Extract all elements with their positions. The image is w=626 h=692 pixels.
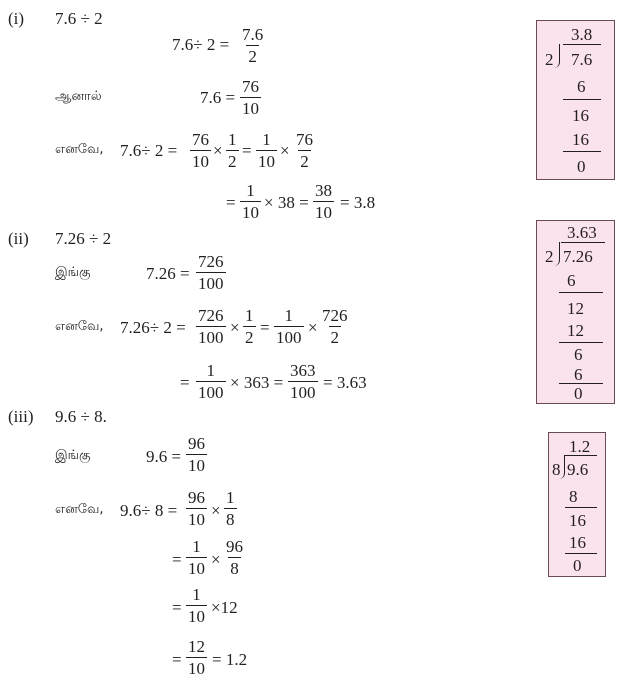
part3-line1-word: இங்கு bbox=[55, 448, 91, 463]
part2-step: 12 bbox=[567, 321, 584, 340]
part1-problem: 7.6 ÷ 2 bbox=[55, 9, 103, 28]
part1-line4-tail: = 3.8 bbox=[340, 193, 376, 212]
part1-line3-frac1: $\frac{76}{10}$ bbox=[192, 130, 209, 171]
part3-quotient: 1.2 bbox=[569, 437, 591, 456]
part1-line3-frac4: $\frac{76}{2}$ bbox=[296, 130, 313, 171]
part2-line2-frac2: $\frac{1}{2}$ bbox=[245, 306, 254, 347]
part1-quotient: 3.8 bbox=[571, 25, 593, 44]
part3-problem: 9.6 ÷ 8. bbox=[55, 407, 107, 426]
part1-line4-eq: = bbox=[226, 193, 236, 212]
part1-line3-word: எனவே, bbox=[55, 142, 104, 157]
division-bracket bbox=[551, 242, 560, 266]
part2-problem: 7.26 ÷ 2 bbox=[55, 229, 112, 248]
part1-line2-word: ஆனால் bbox=[55, 89, 102, 104]
part2-line2-op1: × bbox=[230, 318, 240, 337]
part3-line2-frac1: $\frac{96}{10}$ bbox=[188, 488, 205, 529]
part2-line3-frac2: $\frac{363}{100}$ bbox=[290, 361, 316, 402]
part3-line4-frac1: $\frac{1}{10}$ bbox=[188, 585, 205, 626]
part3-line3-eq: = bbox=[172, 550, 182, 569]
division-bracket bbox=[556, 455, 565, 479]
part2-divisor: 2 bbox=[545, 247, 554, 266]
part1-dividend: 7.6 bbox=[571, 50, 593, 69]
part1-line3-op2: × bbox=[280, 141, 290, 160]
part2-line2-frac1: $\frac{726}{100}$ bbox=[198, 306, 224, 347]
part1-line1-frac: $\frac{7.6}{2}$ bbox=[242, 25, 264, 66]
part1-line3-eq: = bbox=[242, 141, 252, 160]
part1-line2-frac: $\frac{76}{10}$ bbox=[242, 77, 259, 118]
part1-line2-lhs: 7.6 = bbox=[200, 88, 236, 107]
part1-label: (i) bbox=[8, 9, 25, 28]
part3-line5-tail: = 1.2 bbox=[212, 650, 248, 669]
part1-line3-frac3: $\frac{1}{10}$ bbox=[258, 130, 275, 171]
part3-label: (iii) bbox=[8, 407, 34, 426]
part1-line4-mid: × 38 = bbox=[264, 193, 309, 212]
part1-line3-op1: × bbox=[213, 141, 223, 160]
part3-divisor: 8 bbox=[552, 460, 561, 479]
part1-step: 0 bbox=[577, 157, 586, 176]
part2-label: (ii) bbox=[8, 229, 29, 248]
part1-divisor: 2 bbox=[545, 50, 554, 69]
part2-line2-frac3: $\frac{1}{100}$ bbox=[276, 306, 302, 347]
part1-line1-lhs: 7.6÷ 2 = bbox=[172, 35, 230, 54]
part2-line2-word: எனவே, bbox=[55, 319, 104, 334]
part3-line2-lhs: 9.6÷ 8 = bbox=[120, 501, 178, 520]
part2-line1-frac: $\frac{726}{100}$ bbox=[198, 252, 224, 293]
part2-step: 6 bbox=[567, 271, 576, 290]
part1-step: 16 bbox=[572, 130, 589, 149]
part3-step: 0 bbox=[573, 556, 582, 575]
part3-line3-op: × bbox=[211, 550, 221, 569]
part2-step: 6 bbox=[574, 365, 583, 384]
part3-line5-eq: = bbox=[172, 650, 182, 669]
part2-quotient: 3.63 bbox=[567, 223, 597, 242]
part3-step: 16 bbox=[569, 533, 586, 552]
part2-line2-op2: × bbox=[308, 318, 318, 337]
part1-line3-lhs: 7.6÷ 2 = bbox=[120, 141, 178, 160]
part3-line3-frac2: $\frac{96}{8}$ bbox=[226, 537, 243, 578]
part2-line3-frac1: $\frac{1}{100}$ bbox=[198, 361, 224, 402]
part2-line3-mid: × 363 = bbox=[230, 373, 284, 392]
division-bracket bbox=[551, 44, 560, 68]
part3-line4-eq: = bbox=[172, 598, 182, 617]
part3-line2-frac2: $\frac{1}{8}$ bbox=[226, 488, 235, 529]
part1-line4-frac2: $\frac{38}{10}$ bbox=[315, 181, 332, 222]
part3-line2-op1: × bbox=[211, 501, 221, 520]
part2-step: 6 bbox=[574, 345, 583, 364]
part3-line1-frac: $\frac{96}{10}$ bbox=[188, 434, 205, 475]
part1-step: 6 bbox=[577, 77, 586, 96]
part1-line3-frac2: $\frac{1}{2}$ bbox=[228, 130, 237, 171]
part3-line3-frac1: $\frac{1}{10}$ bbox=[188, 537, 205, 578]
part2-dividend: 7.26 bbox=[563, 247, 593, 266]
part2-division-box bbox=[536, 220, 615, 404]
part2-line3-tail: = 3.63 bbox=[323, 373, 367, 392]
part1-division-box bbox=[536, 20, 615, 180]
part1-step: 16 bbox=[572, 106, 589, 125]
part2-line2-lhs: 7.26÷ 2 = bbox=[120, 318, 186, 337]
part3-division-box bbox=[548, 432, 606, 577]
part1-line4-frac1: $\frac{1}{10}$ bbox=[242, 181, 259, 222]
part3-step: 8 bbox=[569, 487, 578, 506]
part3-dividend: 9.6 bbox=[567, 460, 589, 479]
part3-line5-frac1: $\frac{12}{10}$ bbox=[188, 637, 205, 678]
part3-line1-lhs: 9.6 = bbox=[146, 447, 182, 466]
part3-line2-word: எனவே, bbox=[55, 502, 104, 517]
part2-line2-frac4: $\frac{726}{2}$ bbox=[322, 306, 348, 347]
part3-line4-tail: ×12 bbox=[211, 598, 238, 617]
part2-line2-eq: = bbox=[260, 318, 270, 337]
part3-step: 16 bbox=[569, 511, 586, 530]
part2-line1-lhs: 7.26 = bbox=[146, 264, 190, 283]
part2-step: 12 bbox=[567, 299, 584, 318]
part2-line1-word: இங்கு bbox=[55, 265, 91, 280]
part2-line3-eq: = bbox=[180, 373, 190, 392]
part2-step: 0 bbox=[574, 384, 583, 403]
